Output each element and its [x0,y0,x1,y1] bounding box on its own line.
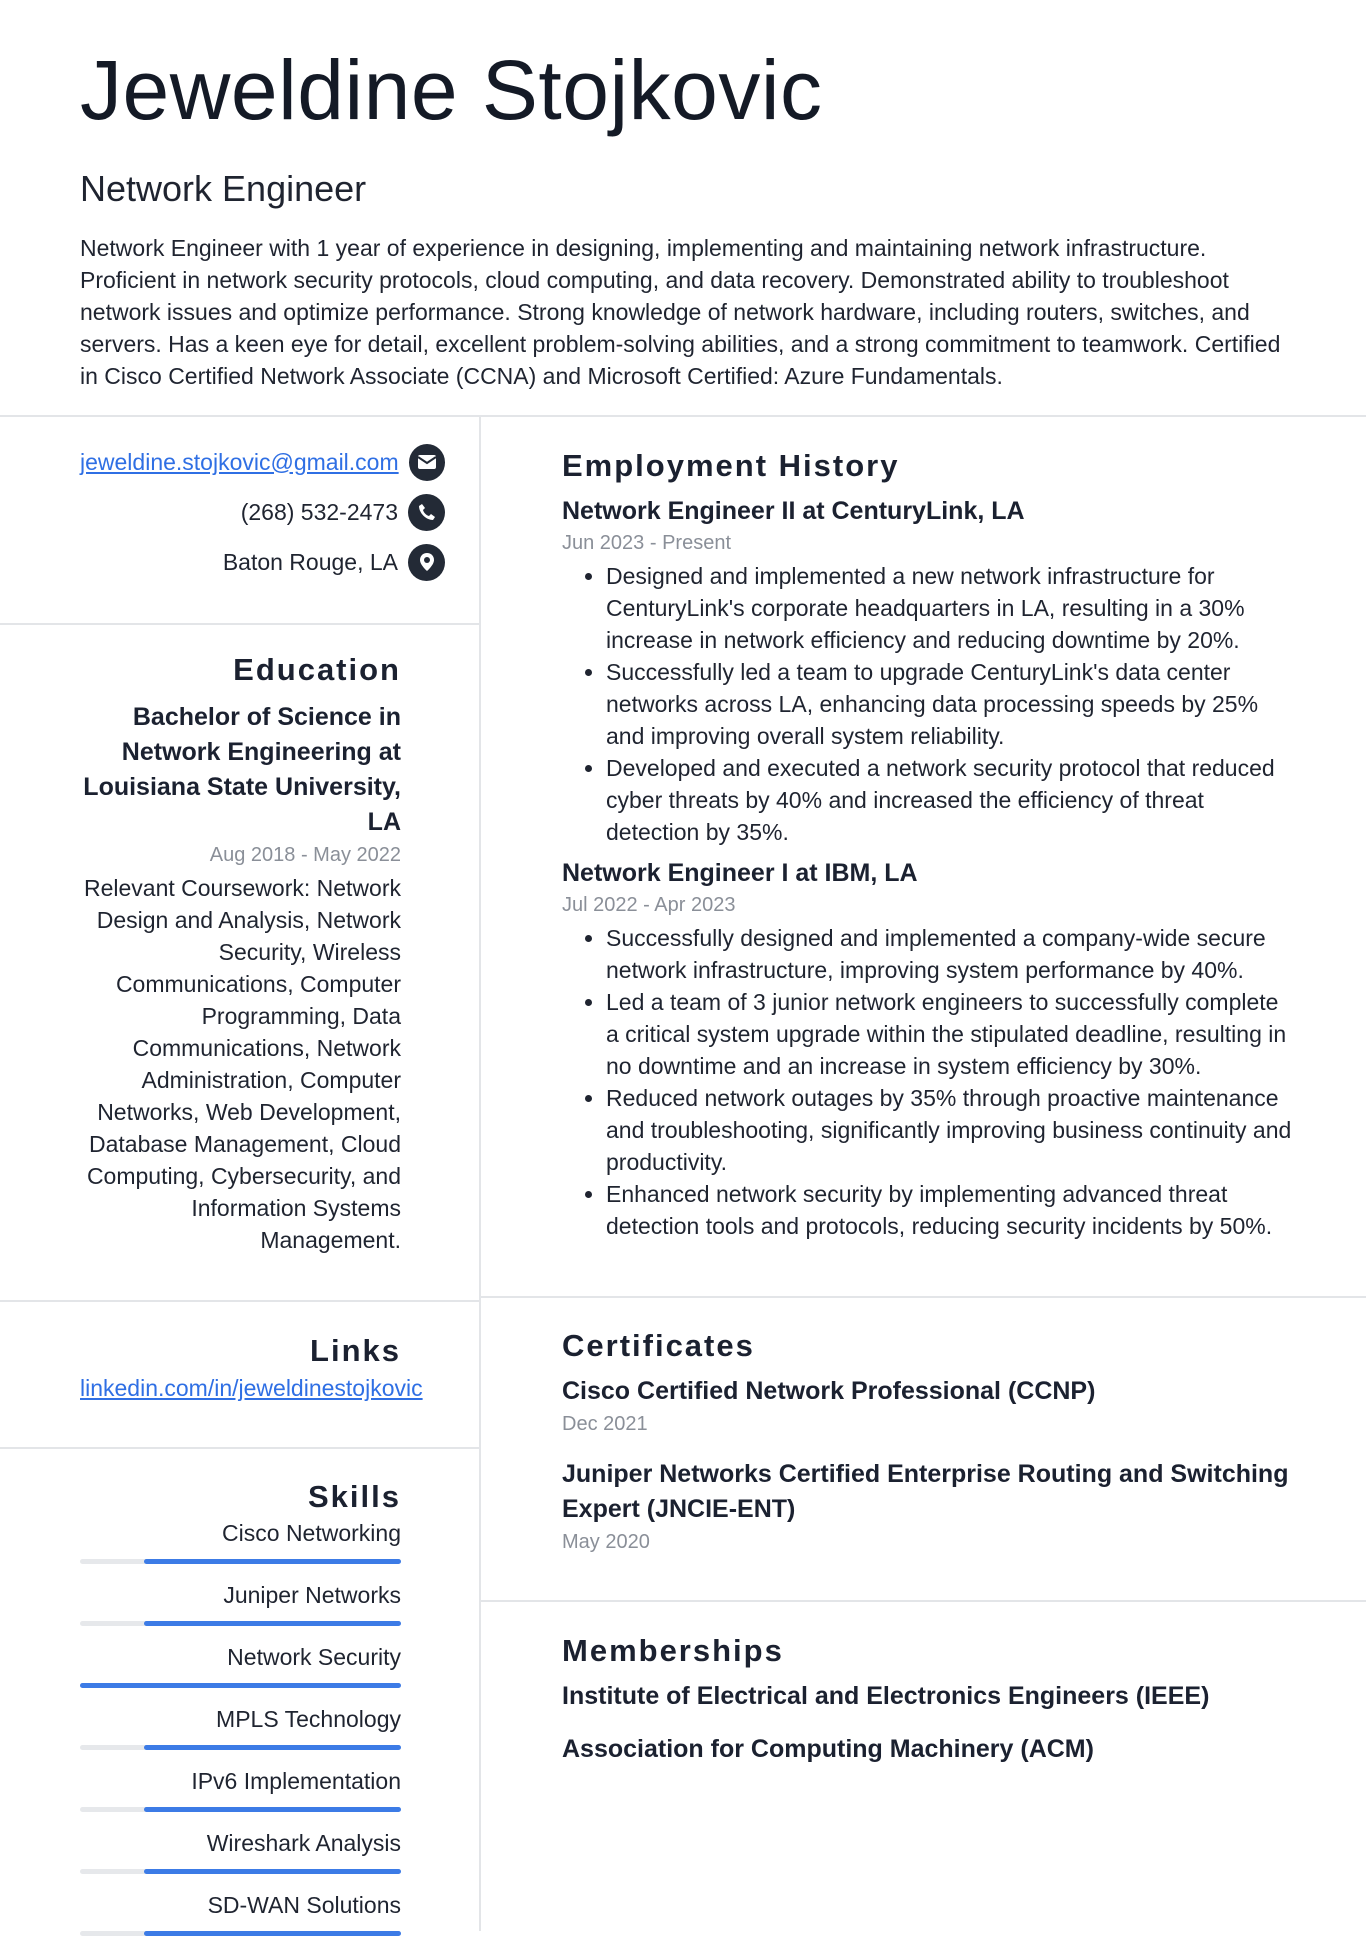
certificate-name: Juniper Networks Certified Enterprise Routing and Switching Expert (JNCIE-ENT) [562,1460,1289,1523]
candidate-name: Jeweldine Stojkovic [80,43,823,137]
certificates-section [562,1326,1292,1557]
skill-level-bar [144,1869,401,1874]
skills-list [80,1517,401,1951]
skill-level-track [80,1745,401,1750]
skill-item [80,1579,401,1641]
header-divider [0,415,1366,417]
links-section [80,1333,423,1402]
job-bullet: • Designed and implemented a new network infrastructure for CenturyLink's corporate headquarters in LA, resulting in a 30% increase in network efficiency and reducing downtime by 20%. [606,560,1292,656]
certificate-date: Dec 2021 [562,1413,648,1435]
employment-section [562,446,1292,1242]
employment-divider [480,1296,1366,1298]
job-bullet: • Enhanced network security by implementing advanced threat detection tools and protocols, reducing security incidents by 50%. [606,1178,1292,1242]
certificate-date: May 2020 [562,1531,650,1553]
skills-section [80,1479,401,1951]
phone-number: (268) 532-2473 [240,498,398,525]
skill-item [80,1517,401,1579]
job-title: Network Engineer II at CenturyLink, LA [562,497,1025,525]
envelope-icon [409,444,445,481]
education-dates: Aug 2018 - May 2022 [209,844,401,866]
skill-item [80,1641,401,1703]
links-divider [0,1447,480,1449]
skill-level-bar [80,1683,401,1688]
certificate-name: Cisco Certified Network Professional (CCNP) [562,1377,1096,1405]
contact-email-row [80,437,401,487]
memberships-section [562,1631,1292,1767]
candidate-title: Network Engineer [80,168,367,209]
skill-level-track [80,1683,401,1688]
skill-name: Juniper Networks [223,1582,401,1608]
skill-name: MPLS Technology [216,1706,401,1732]
location-text: Baton Rouge, LA [222,548,398,575]
linkedin-link[interactable]: linkedin.com/in/jeweldinestojkovic [80,1375,423,1401]
job-dates: Jul 2022 - Apr 2023 [562,894,736,916]
skill-level-bar [144,1559,401,1564]
skill-name: IPv6 Implementation [191,1768,401,1794]
skill-level-track [80,1807,401,1812]
job-bullets [562,922,1292,1242]
education-section [80,652,401,1256]
skill-item [80,1703,401,1765]
email-link[interactable]: jeweldine.stojkovic@gmail.com [80,448,399,475]
skill-level-track [80,1869,401,1874]
job-dates: Jun 2023 - Present [562,532,731,554]
skill-level-bar [144,1745,401,1750]
job-bullet: • Successfully designed and implemented a company-wide secure network infrastructure, improving system performance by 40%. [606,922,1292,986]
certificate-entry [562,1457,1292,1557]
education-divider [0,1300,480,1302]
skill-level-bar [144,1931,401,1936]
skill-item [80,1827,401,1889]
skill-name: Network Security [227,1644,401,1670]
column-divider [479,416,481,1931]
job-bullet: • Successfully led a team to upgrade CenturyLink's data center networks across LA, enhancing data processing speeds by 25% and improving overall system reliability. [606,656,1292,752]
skill-name: Cisco Networking [222,1520,401,1546]
phone-icon [408,494,445,531]
job-bullet: • Developed and executed a network security protocol that reduced cyber threats by 40% and increased the efficiency of threat detection by 35%. [606,752,1292,848]
skill-name: Wireshark Analysis [206,1830,401,1856]
membership-item: Association for Computing Machinery (ACM) [562,1735,1094,1763]
skill-level-track [80,1931,401,1936]
contact-section [80,437,401,587]
job-entry [562,856,1292,1242]
contact-phone-row [80,487,401,537]
contact-location-row [80,537,401,587]
skill-level-bar [144,1807,401,1812]
membership-item: Institute of Electrical and Electronics Engineers (IEEE) [562,1682,1210,1710]
education-description: Relevant Coursework: Network Design and Analysis, Network Security, Wireless Communications, Computer Programming, Data Communications, Network Administration, Computer Networks, Web Development, Database Management, Cloud Computing, Cybersecurity, and Information Systems Management. [83,875,401,1253]
skill-level-bar [144,1621,401,1626]
skill-item [80,1765,401,1827]
job-bullet: • Led a team of 3 junior network engineers to successfully complete a critical system upgrade within the stipulated deadline, resulting in no downtime and an increase in system efficiency by 30%. [606,986,1292,1082]
links-heading: Links [310,1333,401,1368]
certificates-heading: Certificates [562,1328,755,1363]
job-title: Network Engineer I at IBM, LA [562,859,918,887]
employment-heading: Employment History [562,448,900,483]
skill-level-track [80,1621,401,1626]
job-entry [562,494,1292,848]
memberships-heading: Memberships [562,1633,784,1668]
map-pin-icon [408,544,445,581]
resume-header [80,30,1290,392]
job-bullets [562,560,1292,848]
contact-divider [0,623,480,625]
skills-heading: Skills [308,1479,401,1514]
certificates-divider [480,1600,1366,1602]
profile-summary: Network Engineer with 1 year of experience in designing, implementing and maintaining network infrastructure. Proficient in network security protocols, cloud computing, and data recovery. Demonstrated ability to troubleshoot network issues and optimize performance. Strong knowledge of network hardware, including routers, switches, and servers. Has a keen eye for detail, excellent problem-solving abilities, and a strong commitment to teamwork. Certified in Cisco Certified Network Associate (CCNA) and Microsoft Certified: Azure Fundamentals. [80,235,1281,389]
skill-level-track [80,1559,401,1564]
education-heading: Education [233,652,401,687]
skill-name: SD-WAN Solutions [207,1892,401,1918]
certificate-entry [562,1374,1292,1439]
education-degree: Bachelor of Science in Network Engineering at Louisiana State University, LA [83,703,401,836]
job-bullet: • Reduced network outages by 35% through proactive maintenance and troubleshooting, significantly improving business continuity and productivity. [606,1082,1292,1178]
skill-item [80,1889,401,1951]
